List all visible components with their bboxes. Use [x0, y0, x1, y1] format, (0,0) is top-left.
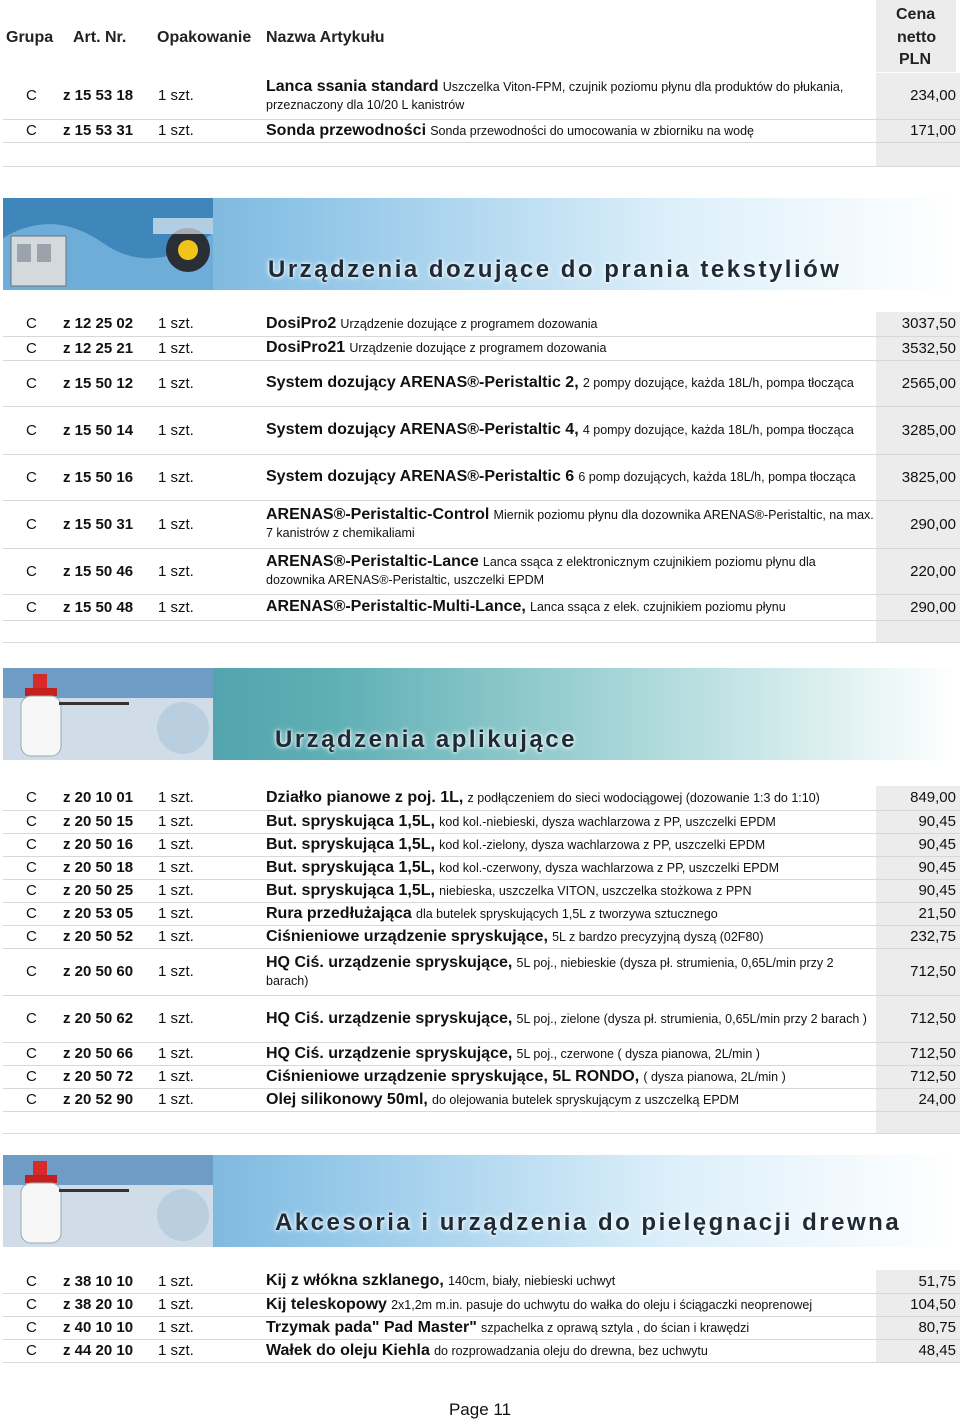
- art-nr-cell: z 20 50 16: [48, 833, 158, 856]
- group-cell: C: [3, 948, 48, 995]
- name-cell: [266, 548, 876, 594]
- name-cell: [266, 786, 876, 810]
- pack-cell: 1 szt.: [158, 594, 266, 620]
- pack-cell: 1 szt.: [158, 336, 266, 360]
- header-grupa: Grupa: [6, 29, 54, 46]
- product-name: Trzymak pada" Pad Master": [266, 1318, 477, 1336]
- name-cell: [266, 594, 876, 620]
- table-row: [3, 500, 960, 548]
- product-desc: niebieska, uszczelka VITON, uszczelka stożkowa z PPN: [439, 883, 752, 898]
- product-name: ARENAS®-Peristaltic-Control: [266, 506, 490, 523]
- banner-drewno: [3, 1155, 956, 1247]
- art-nr-cell: z 20 50 62: [48, 995, 158, 1042]
- product-desc: kod kol.-niebieski, dysza wachlarzowa z PP, uszczelki EPDM: [439, 814, 776, 829]
- table-row: [3, 810, 960, 833]
- art-nr-cell: z 20 53 05: [48, 902, 158, 925]
- price-cell: 51,75: [876, 1270, 960, 1293]
- group-cell: C: [3, 1042, 48, 1065]
- table-row: [3, 1293, 960, 1316]
- product-name: Lanca ssania standard: [266, 77, 439, 95]
- name-cell: [266, 925, 876, 948]
- pack-cell: 1 szt.: [158, 995, 266, 1042]
- art-nr-cell: z 15 53 31: [48, 119, 158, 142]
- table-row: [3, 406, 960, 454]
- group-cell: C: [3, 360, 48, 406]
- banner-title: Urządzenia aplikujące: [275, 726, 577, 753]
- pack-cell: 1 szt.: [158, 1316, 266, 1339]
- art-nr-cell: z 12 25 21: [48, 336, 158, 360]
- table-row: [3, 360, 960, 406]
- name-cell: [266, 1042, 876, 1065]
- group-cell: C: [3, 406, 48, 454]
- price-cell: 712,50: [876, 1065, 960, 1088]
- product-name: HQ Ciś. urządzenie spryskujące,: [266, 1044, 513, 1062]
- product-name: But. spryskująca 1,5L,: [266, 812, 435, 830]
- product-desc: do rozprowadzania oleju do drewna, bez uchwytu: [434, 1343, 708, 1358]
- group-cell: C: [3, 833, 48, 856]
- table-row: [3, 336, 960, 360]
- name-cell: [266, 1065, 876, 1088]
- price-cell: 3037,50: [876, 312, 960, 336]
- price-cell: 80,75: [876, 1316, 960, 1339]
- group-cell: C: [3, 594, 48, 620]
- price-cell: 21,50: [876, 902, 960, 925]
- name-cell: [266, 810, 876, 833]
- group-cell: C: [3, 454, 48, 500]
- pack-cell: 1 szt.: [158, 948, 266, 995]
- product-desc: Sonda przewodności do umocowania w zbiorniku na wodę: [430, 123, 754, 138]
- pack-cell: 1 szt.: [158, 1270, 266, 1293]
- product-name: System dozujący ARENAS®-Peristaltic 6: [266, 468, 575, 485]
- pack-cell: 1 szt.: [158, 1042, 266, 1065]
- art-nr-cell: z 20 52 90: [48, 1088, 158, 1111]
- product-desc: Urządzenie dozujące z programem dozowania: [340, 316, 598, 331]
- art-nr-cell: z 15 50 48: [48, 594, 158, 620]
- product-desc: 5L poj., czerwone ( dysza pianowa, 2L/min ): [516, 1046, 760, 1061]
- art-nr-cell: z 20 50 25: [48, 879, 158, 902]
- group-cell: C: [3, 902, 48, 925]
- group-cell: C: [3, 73, 48, 119]
- product-name: Ciśnieniowe urządzenie spryskujące,: [266, 927, 548, 945]
- art-nr-cell: z 15 50 14: [48, 406, 158, 454]
- table-row: [3, 925, 960, 948]
- table-row: [3, 786, 960, 810]
- art-nr-cell: z 38 20 10: [48, 1293, 158, 1316]
- product-name: Kij z włókna szklanego,: [266, 1272, 444, 1290]
- pack-cell: 1 szt.: [158, 360, 266, 406]
- spacer-row: [3, 620, 960, 642]
- product-desc: do olejowania butelek spryskującym z uszczelką EPDM: [432, 1092, 740, 1107]
- product-name: ARENAS®-Peristaltic-Multi-Lance,: [266, 598, 526, 615]
- group-cell: C: [3, 119, 48, 142]
- product-desc: szpachelka z oprawą sztyla , do ścian i krawędzi: [480, 1320, 750, 1335]
- group-cell: C: [3, 995, 48, 1042]
- table-row: [3, 1316, 960, 1339]
- name-cell: [266, 995, 876, 1042]
- price-cell: 2565,00: [876, 360, 960, 406]
- table-row: [3, 1042, 960, 1065]
- name-cell: [266, 833, 876, 856]
- name-cell: [266, 856, 876, 879]
- pack-cell: 1 szt.: [158, 1088, 266, 1111]
- table-row: [3, 73, 960, 119]
- product-desc: 2 pompy dozujące, każda 18L/h, pompa tłocząca: [582, 376, 854, 390]
- name-cell: [266, 1316, 876, 1339]
- group-cell: C: [3, 1088, 48, 1111]
- group-cell: C: [3, 1065, 48, 1088]
- product-name: System dozujący ARENAS®-Peristaltic 2,: [266, 374, 579, 391]
- table-row: [3, 1088, 960, 1111]
- product-name: System dozujący ARENAS®-Peristaltic 4,: [266, 421, 579, 438]
- product-name: Kij teleskopowy: [266, 1295, 387, 1313]
- product-name: Działko pianowe z poj. 1L,: [266, 788, 464, 806]
- art-nr-cell: z 15 50 31: [48, 500, 158, 548]
- table-row: [3, 995, 960, 1042]
- product-desc: kod kol.-czerwony, dysza wachlarzowa z PP, uszczelki EPDM: [439, 860, 780, 875]
- art-nr-cell: z 40 10 10: [48, 1316, 158, 1339]
- section-1-table: [3, 312, 960, 643]
- pack-cell: 1 szt.: [158, 856, 266, 879]
- spacer-row: [3, 1111, 960, 1133]
- product-desc: z podłączeniem do sieci wodociągowej (dozowanie 1:3 do 1:10): [467, 790, 820, 805]
- price-cell: 290,00: [876, 500, 960, 548]
- art-nr-cell: z 15 50 16: [48, 454, 158, 500]
- product-desc: kod kol.-zielony, dysza wachlarzowa z PP, uszczelki EPDM: [439, 837, 766, 852]
- group-cell: C: [3, 786, 48, 810]
- art-nr-cell: z 15 50 12: [48, 360, 158, 406]
- price-cell: 3825,00: [876, 454, 960, 500]
- product-desc: Urządzenie dozujące z programem dozowania: [349, 341, 607, 355]
- pack-cell: 1 szt.: [158, 925, 266, 948]
- table-header: [0, 0, 960, 72]
- pack-cell: 1 szt.: [158, 1293, 266, 1316]
- spacer-row: [3, 142, 960, 166]
- header-netto: netto: [897, 29, 937, 46]
- art-nr-cell: z 38 10 10: [48, 1270, 158, 1293]
- header-nazwa: Nazwa Artykułu: [266, 29, 385, 46]
- pack-cell: 1 szt.: [158, 312, 266, 336]
- price-cell: 48,45: [876, 1339, 960, 1362]
- header-cena: Cena: [896, 6, 936, 23]
- price-cell: 849,00: [876, 786, 960, 810]
- pack-cell: 1 szt.: [158, 833, 266, 856]
- name-cell: [266, 879, 876, 902]
- product-desc: 5L z bardzo precyzyjną dyszą (02F80): [552, 929, 764, 944]
- art-nr-cell: z 20 50 52: [48, 925, 158, 948]
- art-nr-cell: z 20 50 18: [48, 856, 158, 879]
- table-row: [3, 856, 960, 879]
- name-cell: [266, 406, 876, 454]
- pack-cell: 1 szt.: [158, 548, 266, 594]
- name-cell: [266, 948, 876, 995]
- group-cell: C: [3, 312, 48, 336]
- art-nr-cell: z 20 50 15: [48, 810, 158, 833]
- price-cell: 90,45: [876, 810, 960, 833]
- art-nr-cell: z 20 50 66: [48, 1042, 158, 1065]
- product-desc: Miernik poziomu płynu dla dozownika ARENAS®-Peristaltic, na max. 7 kanistrów z chemikaliami: [266, 508, 874, 540]
- price-cell: 104,50: [876, 1293, 960, 1316]
- art-nr-cell: z 20 50 60: [48, 948, 158, 995]
- header-pln: PLN: [899, 51, 931, 68]
- table-row: [3, 833, 960, 856]
- table-row: [3, 948, 960, 995]
- table-row: [3, 594, 960, 620]
- name-cell: [266, 73, 876, 119]
- price-cell: 90,45: [876, 856, 960, 879]
- table-row: [3, 548, 960, 594]
- section-0-table: [3, 73, 960, 167]
- pack-cell: 1 szt.: [158, 1339, 266, 1362]
- price-cell: 90,45: [876, 879, 960, 902]
- name-cell: [266, 902, 876, 925]
- table-row: [3, 879, 960, 902]
- price-cell: 171,00: [876, 119, 960, 142]
- name-cell: [266, 336, 876, 360]
- product-name: Sonda przewodności: [266, 121, 427, 139]
- table-row: [3, 312, 960, 336]
- price-cell: 232,75: [876, 925, 960, 948]
- price-cell: 290,00: [876, 594, 960, 620]
- product-name: ARENAS®-Peristaltic-Lance: [266, 553, 479, 570]
- product-name: DosiPro21: [266, 339, 346, 356]
- group-cell: C: [3, 336, 48, 360]
- product-name: Wałek do oleju Kiehla: [266, 1341, 430, 1359]
- product-name: But. spryskująca 1,5L,: [266, 881, 435, 899]
- product-name: DosiPro2: [266, 314, 337, 332]
- art-nr-cell: z 20 50 72: [48, 1065, 158, 1088]
- product-desc: 4 pompy dozujące, każda 18L/h, pompa tłocząca: [582, 423, 854, 437]
- group-cell: C: [3, 810, 48, 833]
- product-name: Ciśnieniowe urządzenie spryskujące, 5L RONDO,: [266, 1067, 640, 1085]
- product-name: But. spryskująca 1,5L,: [266, 835, 435, 853]
- product-desc: 2x1,2m m.in. pasuje do uchwytu do wałka do oleju i ściągaczki neoprenowej: [391, 1297, 813, 1312]
- table-row: [3, 1065, 960, 1088]
- product-name: HQ Ciś. urządzenie spryskujące,: [266, 953, 513, 971]
- product-name: But. spryskująca 1,5L,: [266, 858, 435, 876]
- pack-cell: 1 szt.: [158, 786, 266, 810]
- pack-cell: 1 szt.: [158, 500, 266, 548]
- pack-cell: 1 szt.: [158, 902, 266, 925]
- product-desc: Uszczelka Viton-FPM, czujnik poziomu płynu dla produktów do płukania, przeznaczony dla 10/20 L kanistrów: [266, 79, 844, 112]
- product-desc: Lanca ssąca z elek. czujnikiem poziomu płynu: [530, 600, 786, 614]
- section-3-table: [3, 1270, 960, 1363]
- product-name: Rura przedłużająca: [266, 904, 412, 922]
- name-cell: [266, 1270, 876, 1293]
- name-cell: [266, 500, 876, 548]
- product-desc: 5L poj., zielone (dysza pł. strumienia, 0,65L/min przy 2 barach ): [516, 1011, 867, 1026]
- product-name: HQ Ciś. urządzenie spryskujące,: [266, 1009, 513, 1027]
- pack-cell: 1 szt.: [158, 810, 266, 833]
- pack-cell: 1 szt.: [158, 1065, 266, 1088]
- banner-title: Urządzenia dozujące do prania tekstyliów: [268, 256, 842, 283]
- pack-cell: 1 szt.: [158, 406, 266, 454]
- group-cell: C: [3, 1270, 48, 1293]
- price-cell: 712,50: [876, 995, 960, 1042]
- group-cell: C: [3, 925, 48, 948]
- table-row: [3, 454, 960, 500]
- product-name: Olej silikonowy 50ml,: [266, 1090, 428, 1108]
- table-row: [3, 1270, 960, 1293]
- price-cell: 220,00: [876, 548, 960, 594]
- price-cell: 90,45: [876, 833, 960, 856]
- price-cell: 3532,50: [876, 336, 960, 360]
- art-nr-cell: z 15 53 18: [48, 73, 158, 119]
- art-nr-cell: z 20 10 01: [48, 786, 158, 810]
- art-nr-cell: z 12 25 02: [48, 312, 158, 336]
- group-cell: C: [3, 548, 48, 594]
- name-cell: [266, 454, 876, 500]
- name-cell: [266, 360, 876, 406]
- name-cell: [266, 119, 876, 142]
- product-desc: 140cm, biały, niebieski uchwyt: [448, 1274, 616, 1289]
- page-number: Page 11: [448, 1400, 512, 1419]
- table-row: [3, 119, 960, 142]
- group-cell: C: [3, 879, 48, 902]
- product-desc: 5L poj., niebieskie (dysza pł. strumienia, 0,65L/min przy 2 barach): [266, 955, 834, 988]
- group-cell: C: [3, 500, 48, 548]
- price-cell: 24,00: [876, 1088, 960, 1111]
- product-desc: ( dysza pianowa, 2L/min ): [643, 1069, 786, 1084]
- product-desc: Lanca ssąca z elektronicznym czujnikiem poziomu płynu dla dozownika ARENAS®-Peristaltic, uszczelki EPDM: [266, 555, 816, 587]
- price-cell: 712,50: [876, 948, 960, 995]
- pack-cell: 1 szt.: [158, 454, 266, 500]
- product-desc: 6 pomp dozujących, każda 18L/h, pompa tłocząca: [578, 470, 856, 484]
- banner-dozujace: [3, 198, 956, 290]
- banner-aplikujace: [3, 668, 956, 760]
- table-row: [3, 902, 960, 925]
- pack-cell: 1 szt.: [158, 879, 266, 902]
- banner-title: Akcesoria i urządzenia do pielęgnacji drewna: [275, 1209, 902, 1236]
- group-cell: C: [3, 1316, 48, 1339]
- section-2-table: [3, 786, 960, 1134]
- table-row: [3, 1339, 960, 1362]
- group-cell: C: [3, 856, 48, 879]
- header-opakowanie: Opakowanie: [157, 29, 252, 46]
- price-cell: 712,50: [876, 1042, 960, 1065]
- product-desc: dla butelek spryskujących 1,5L z tworzywa sztucznego: [416, 906, 718, 921]
- name-cell: [266, 1293, 876, 1316]
- pack-cell: 1 szt.: [158, 73, 266, 119]
- name-cell: [266, 1088, 876, 1111]
- price-cell: 234,00: [876, 73, 960, 119]
- name-cell: [266, 312, 876, 336]
- group-cell: C: [3, 1339, 48, 1362]
- art-nr-cell: z 15 50 46: [48, 548, 158, 594]
- pack-cell: 1 szt.: [158, 119, 266, 142]
- price-cell: 3285,00: [876, 406, 960, 454]
- group-cell: C: [3, 1293, 48, 1316]
- art-nr-cell: z 44 20 10: [48, 1339, 158, 1362]
- header-art-nr: Art. Nr.: [73, 29, 127, 46]
- name-cell: [266, 1339, 876, 1362]
